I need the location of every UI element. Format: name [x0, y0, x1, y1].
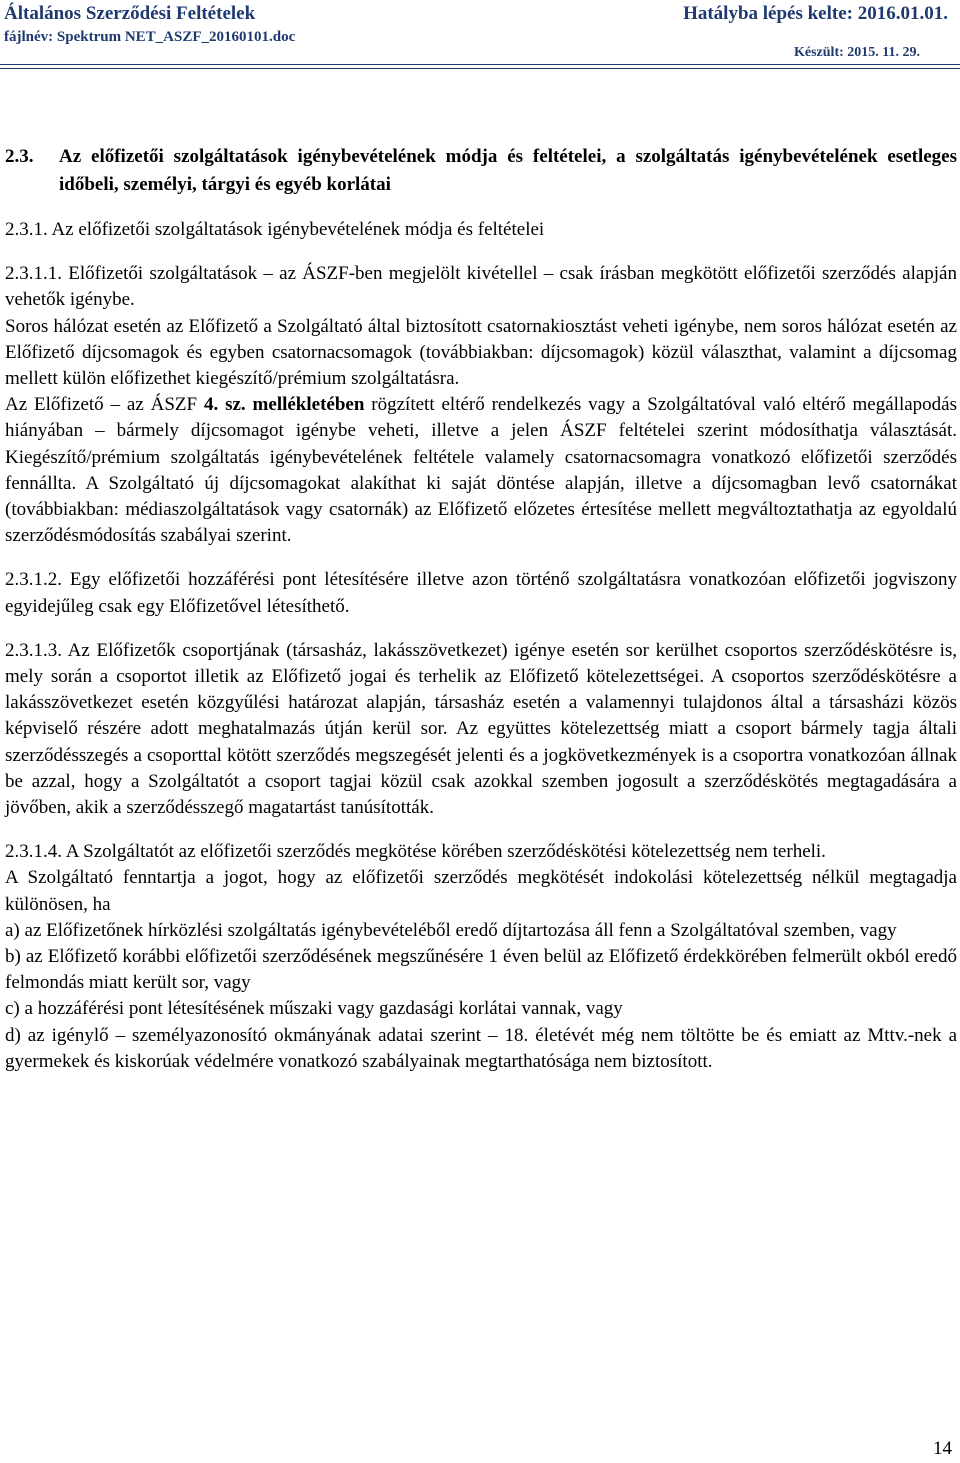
subsection-heading: 2.3.1. Az előfizetői szolgáltatások igénybevételének módja és feltételei — [5, 219, 545, 240]
paragraph-2-3-1-3: 2.3.1.3. Az Előfizetők csoportjának (társasház, lakásszövetkezet) igénye esetén sor kerülhet csoportos szerződéskötésre is, mely során a csoportot illetik az Előfizető jogai és terhelik az Előfizető kötelezettségei. A csoportos szerződéskötésre a lakásszövetkezet esetén közgyűlési határozat alapján, társasház esetén a valamennyi tulajdonos által a társasházi közös képviselő részére adott meghatalmazás útján kerül sor. Az együttes kötelezettség miatt a csoport bármely tagja általi szerződésszegés a csoporttal kötött szerződés megszegését jelenti és a jogkövetkezmények is a csoportra vonatkozóan állnak be azzal, hogy a Szolgáltatót a csoport tagjai közül csak azokkal szemben jogosult a szerződéskötés megtagadására a jövőben, akik a szerződésszegő magatartást tanúsították. — [5, 639, 957, 819]
paragraph-text: Az Előfizető – az ÁSZF — [5, 394, 204, 416]
bold-reference: 4. sz. mellékletében — [203, 394, 365, 416]
list-item: d) az igénylő – személyazonosító okmányának adatai szerint – 18. életévét még nem töltötte be és emiatt az Mttv.-nek a gyermekek és kiskorúak védelmére vonatkozó szabályainak megtarthatósága nem biztosított. — [5, 1024, 957, 1072]
list-item: c) a hozzáférési pont létesítésének műszaki vagy gazdasági korlátai vannak, vagy — [5, 998, 623, 1020]
document-title: Általános Szerződési Feltételek — [4, 3, 256, 24]
paragraph-elofizeto-aszf — [5, 392, 957, 549]
document-body — [5, 143, 957, 1075]
effective-date: Hatályba lépés kelte: 2016.01.01. — [683, 3, 948, 24]
paragraph-2-3-1-2: 2.3.1.2. Egy előfizetői hozzáférési pont létesítésére illetve azon történő szolgáltatásra vonatkozóan előfizetői jogviszony egyidejűleg csak egy Előfizetővel létesíthető. — [5, 569, 957, 617]
header-rule — [0, 64, 960, 69]
paragraph-2-3-1-1: 2.3.1.1. Előfizetői szolgáltatások – az ÁSZF-ben megjelölt kivétellel – csak írásban megkötött előfizetői szerződés alapján vehetők igénybe. — [5, 263, 957, 311]
section-title: Az előfizetői szolgáltatások igénybevételének módja és feltételei, a szolgáltatás igénybevételének esetleges időbeli, személyi, tárgyi és egyéb korlátai — [59, 146, 957, 195]
file-name: fájlnév: Spektrum NET_ASZF_20160101.doc — [4, 29, 296, 45]
paragraph-refusal-rights: A Szolgáltató fenntartja a jogot, hogy az előfizetői szerződés megkötését indokolási kötelezettség nélkül megtagadja különösen, ha — [5, 867, 957, 915]
list-item: b) az Előfizető korábbi előfizetői szerződésének megszűnésére 1 éven belül az Előfizető érdekkörében felmerült okból eredő felmondás miatt került sor, vagy — [5, 946, 957, 994]
page-number: 14 — [933, 1438, 952, 1459]
paragraph-text: rögzített eltérő rendelkezés vagy a Szolgáltatóval való eltérő megállapodás hiányában – bármely díjcsomagot igénybe veheti, illetve a jelen ÁSZF feltételei szerint módosíthatja választását. Kiegészítő/prémium szolgáltatás igénybevételének feltétele valamely csatornacsomagra vonatkozó előfizetői szerződés fennállta. A Szolgáltató új díjcsomagokat alakíthat ki saját döntése alapján, illetve a díjcsomagban levő csatornákat (továbbiakban: médiaszolgáltatások vagy csatornák) az Előfizető előzetes értesítése mellett megváltoztathatja az egyoldalú szerződésmódosítás szabályai szerint. — [5, 394, 957, 547]
created-date: Készült: 2015. 11. 29. — [794, 45, 920, 60]
section-number: 2.3. — [5, 146, 34, 167]
paragraph-2-3-1-4: 2.3.1.4. A Szolgáltatót az előfizetői szerződés megkötése körében szerződéskötési kötelezettség nem terheli. — [5, 841, 826, 863]
section-heading — [5, 143, 957, 199]
list-item: a) az Előfizetőnek hírközlési szolgáltatás igénybevételéből eredő díjtartozása áll fenn a Szolgáltatóval szemben, vagy — [5, 919, 897, 941]
paragraph-soros-halozat: Soros hálózat esetén az Előfizető a Szolgáltató által biztosított csatornakiosztást veheti igénybe, nem soros hálózat esetén az Előfizető díjcsomagok és egyben csatornacsomagok (továbbiakban: díjcsomagok) közül választhat, valamint a díjcsomag mellett külön előfizethet kiegészítő/prémium szolgáltatásra. — [5, 315, 957, 390]
